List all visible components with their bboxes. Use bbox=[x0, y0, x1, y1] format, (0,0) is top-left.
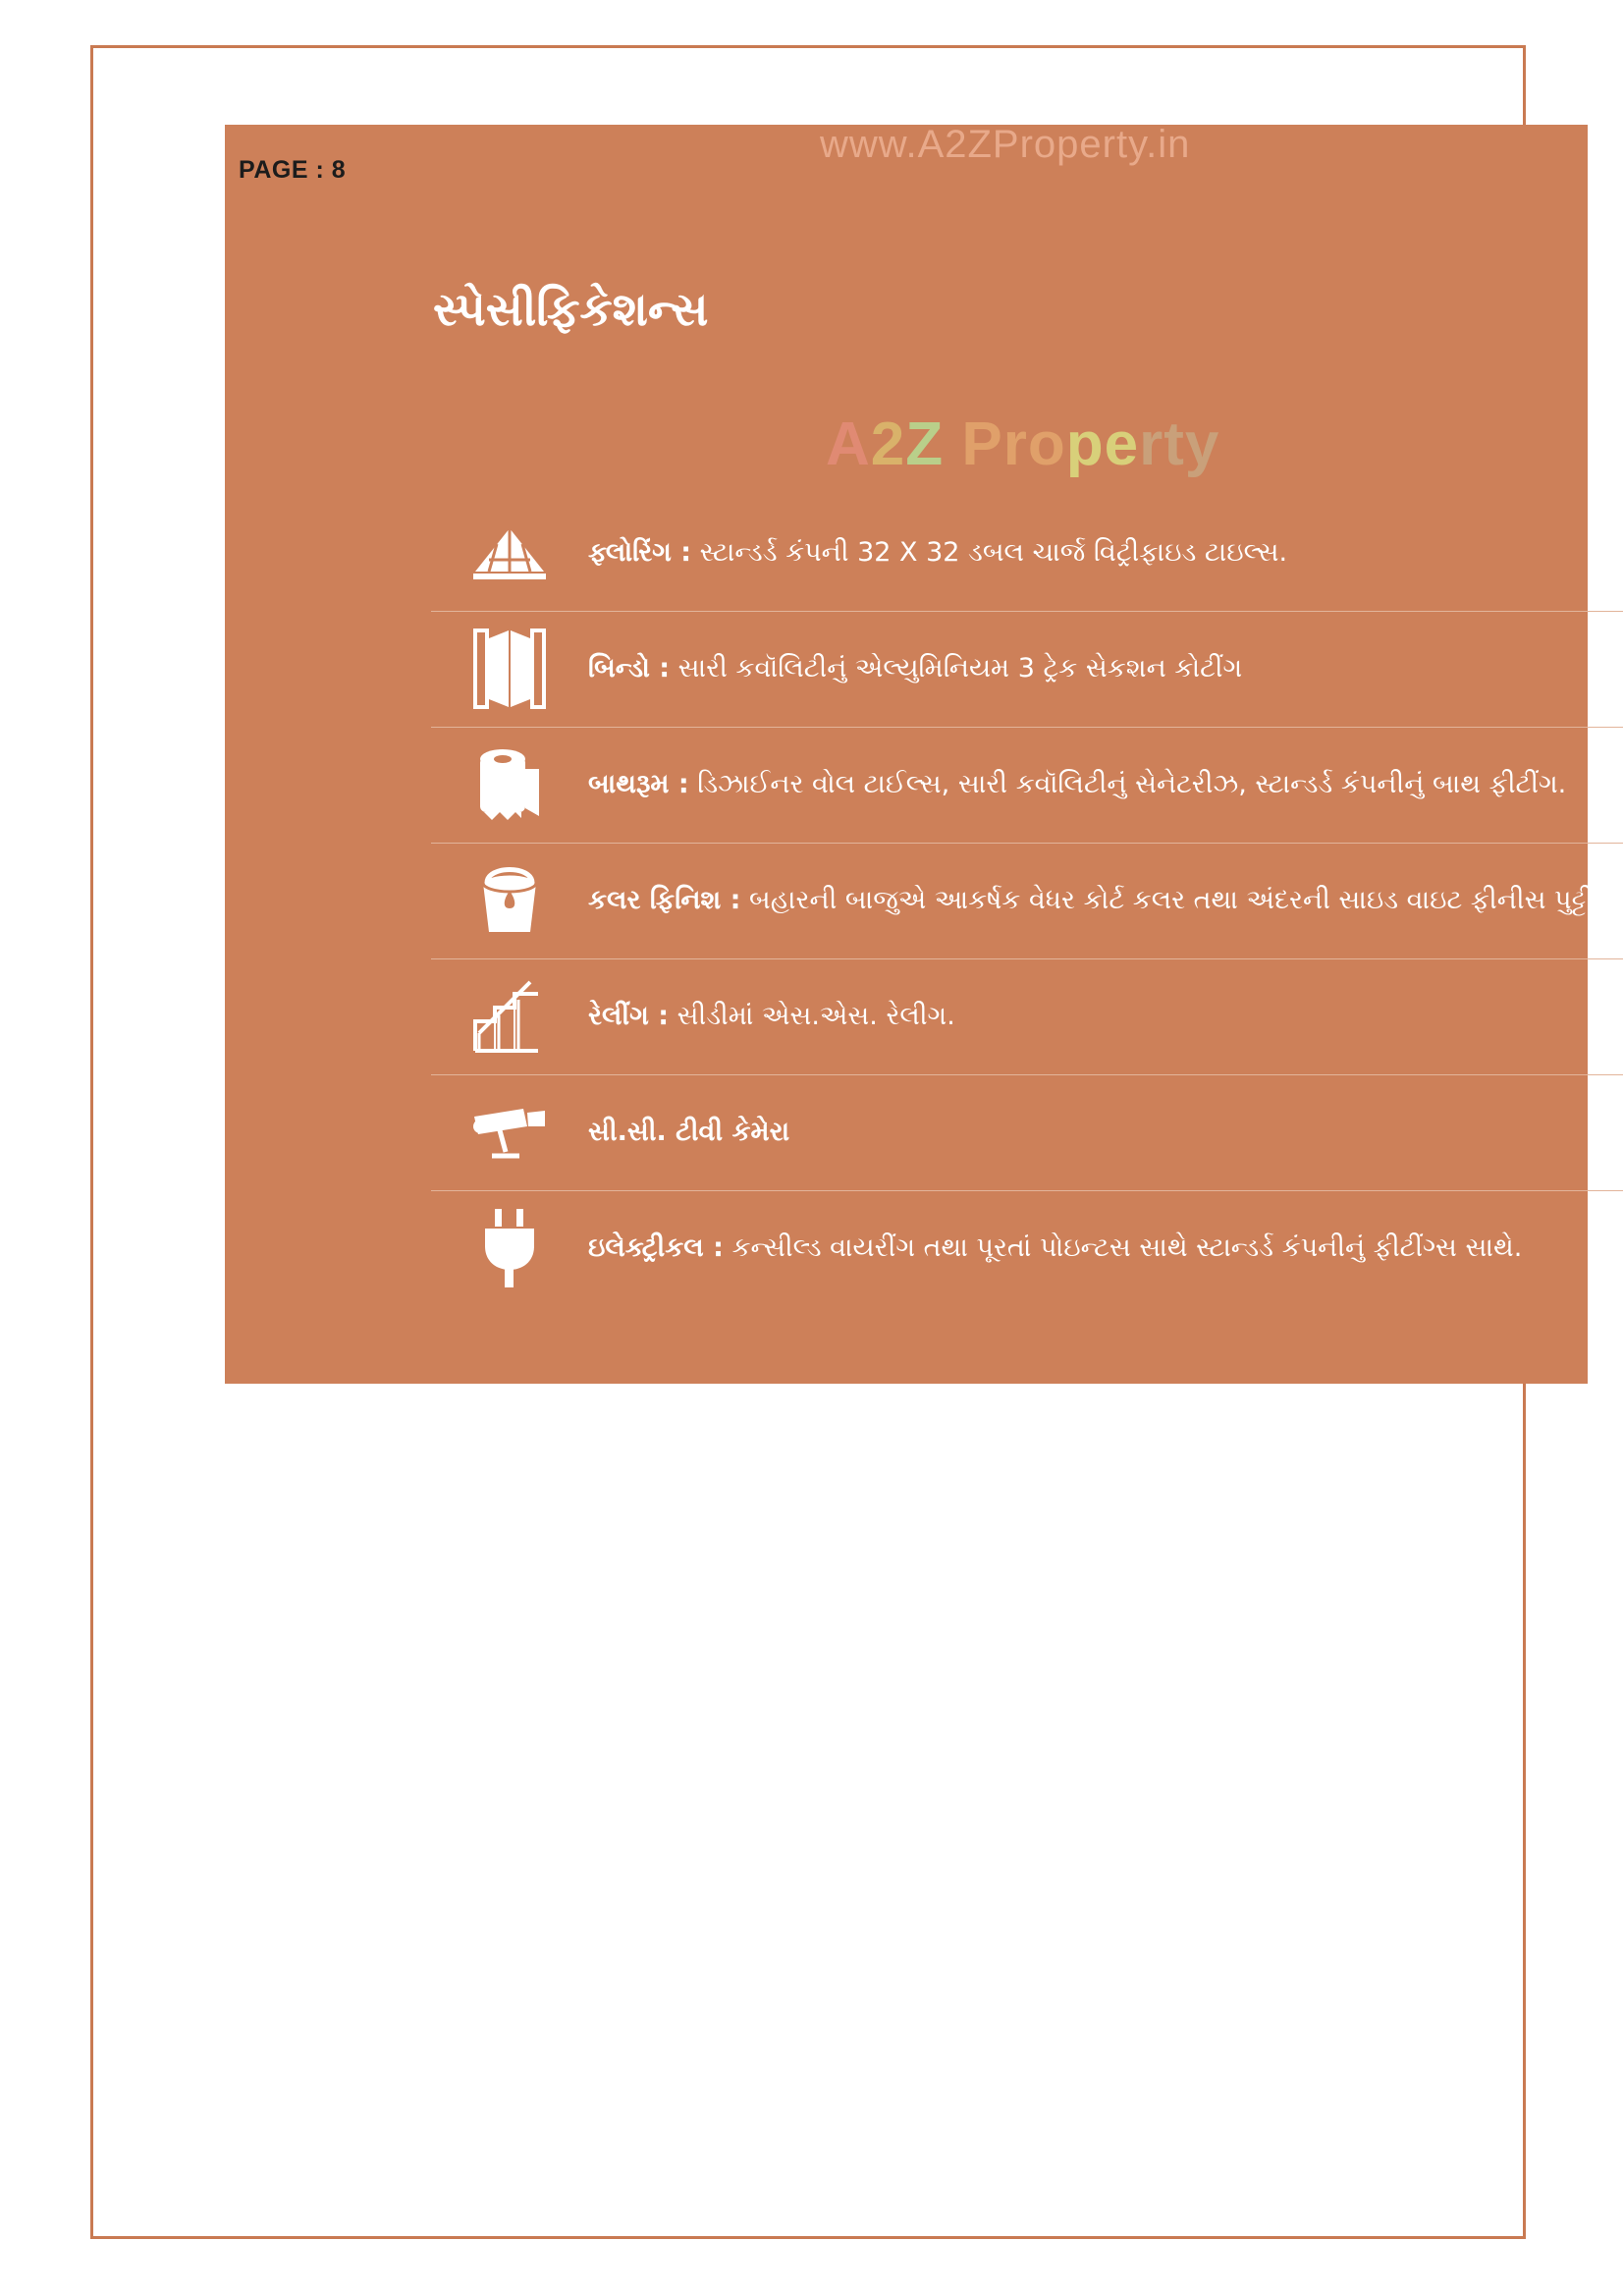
site-url-watermark: www.A2ZProperty.in bbox=[820, 123, 1191, 166]
window-icon bbox=[431, 620, 588, 718]
spec-row bbox=[431, 1191, 1623, 1307]
cctv-camera-icon bbox=[431, 1083, 588, 1181]
brand-watermark: A2Z Property bbox=[826, 410, 1220, 478]
toilet-paper-icon bbox=[431, 736, 588, 834]
electric-plug-icon bbox=[431, 1199, 588, 1297]
spec-label: સી.સી. ટીવી કેમેરા bbox=[588, 1117, 790, 1148]
spec-label: બિન્ડો : bbox=[588, 653, 671, 684]
spec-text bbox=[588, 620, 1623, 718]
page-border bbox=[90, 45, 1602, 2239]
spec-row bbox=[431, 844, 1623, 959]
spec-value: ડિઝાઈનર વોલ ટાઈલ્સ, સારી કવૉલિટીનું સેનેટરીઝ, સ્ટાન્ડર્ડ કંપનીનું બાથ ફીટીંગ. bbox=[688, 769, 1567, 800]
spec-text bbox=[588, 504, 1623, 602]
spec-row bbox=[431, 728, 1623, 844]
staircase-railing-icon bbox=[431, 967, 588, 1066]
spec-label: કલર ફિનિશ : bbox=[588, 885, 741, 916]
page-title: સ્પેસીફિકેશન્સ bbox=[433, 283, 709, 335]
spec-row bbox=[431, 959, 1623, 1075]
specifications-list bbox=[431, 496, 1623, 1307]
specifications-panel bbox=[225, 125, 1602, 1384]
spec-label: ઇલેક્ટ્રીકલ : bbox=[588, 1232, 724, 1264]
spec-text bbox=[588, 736, 1623, 834]
spec-row bbox=[431, 612, 1623, 728]
spec-value: કન્સીલ્ડ વાયરીંગ તથા પૂરતાં પોઇન્ટસ સાથે સ્ટાન્ડર્ડ કંપનીનું ફીટીંગ્સ સાથે. bbox=[723, 1232, 1523, 1264]
spec-text bbox=[588, 1083, 1623, 1181]
spec-value: બહારની બાજુએ આકર્ષક વેધર કોર્ટ કલર તથા અંદરની સાઇડ વાઇટ ફીનીસ પુટ્ટી. bbox=[740, 885, 1602, 916]
spec-label: રેલીંગ : bbox=[588, 1001, 670, 1032]
spec-value: સીડીમાં એસ.એસ. રેલીગ. bbox=[669, 1001, 955, 1032]
page-number-label: PAGE : 8 bbox=[239, 156, 347, 184]
spec-label: ફ્લોરિંગ : bbox=[588, 537, 692, 569]
floor-tiles-icon bbox=[431, 504, 588, 602]
spec-text bbox=[588, 1199, 1623, 1297]
spec-row bbox=[431, 1075, 1623, 1191]
spec-value: સ્ટાન્ડર્ડ કંપની 32 X 32 ડબલ ચાર્જ વિટ્રીફાઇડ ટાઇલ્સ. bbox=[691, 537, 1288, 569]
spec-value: સારી કવૉલિટીનું એલ્યુમિનિયમ 3 ટ્રેક સેકશન કોટીંગ bbox=[670, 653, 1243, 684]
paint-bucket-icon bbox=[431, 851, 588, 950]
spec-text bbox=[588, 967, 1623, 1066]
spec-label: બાથરૂમ : bbox=[588, 769, 689, 800]
spec-row bbox=[431, 496, 1623, 612]
spec-text bbox=[588, 851, 1623, 950]
